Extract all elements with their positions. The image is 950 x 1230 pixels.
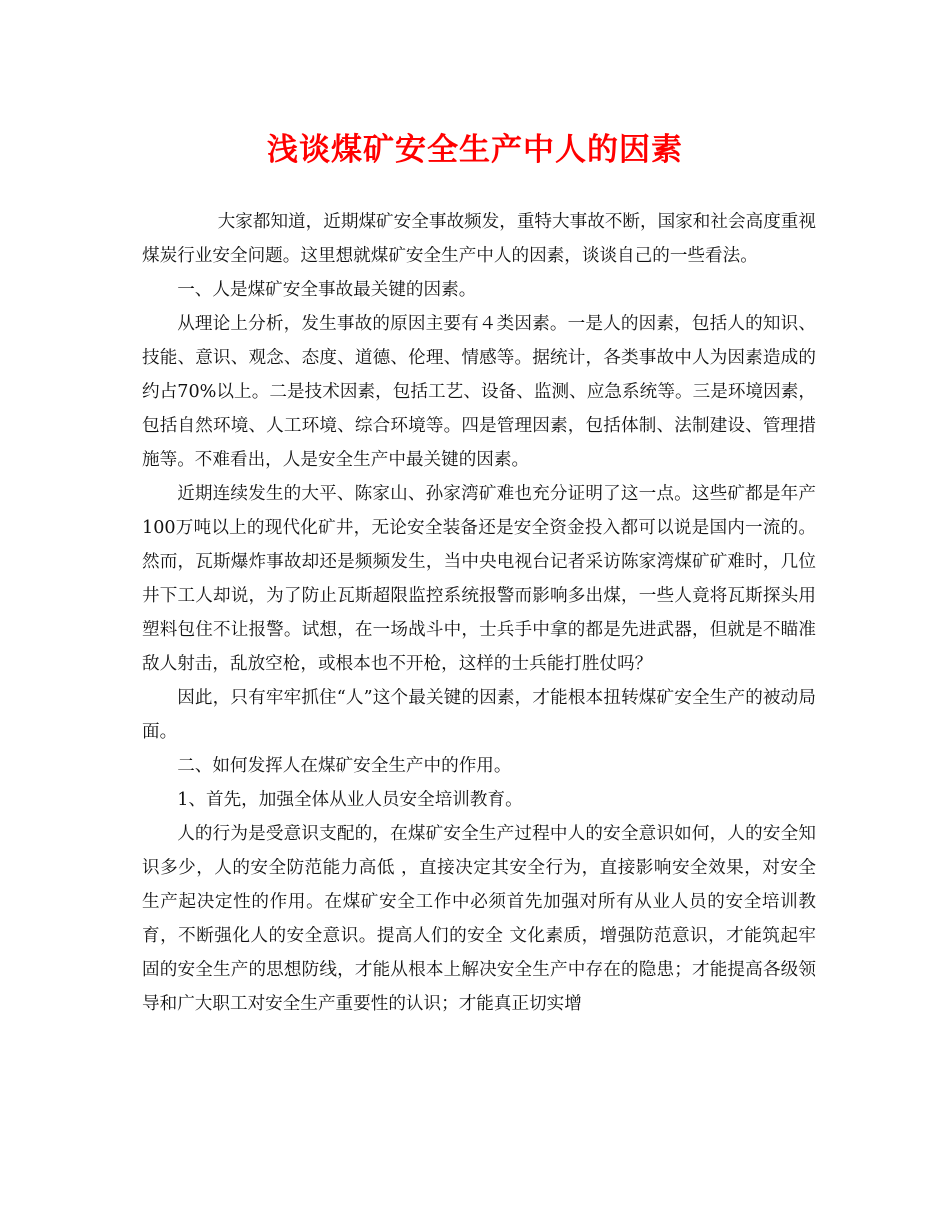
paragraph-training: 人的行为是受意识支配的，在煤矿安全生产过程中人的安全意识如何，人的安全知识多少，人的安全防范能力高低 ，直接决定其安全行为，直接影响安全效果，对安全生产起决定性的作用。在煤矿安全工作中必须首先加强对所有从业人员的安全培训教育，不断强化人的安全意识。提高人们的安全 文化素质，增强防范意识，才能筑起牢固的安全生产的思想防线，才能从根本上解决安全生产中存在的隐患；才能提高各级领导和广大职工对安全生产重要性的认识；才能真正切实增: [142, 824, 816, 1014]
document-title: 浅谈煤矿安全生产中人的因素: [267, 132, 683, 168]
document-body: [142, 205, 816, 1021]
section-heading-1: 一、人是煤矿安全事故最关键的因素。: [177, 280, 477, 300]
paragraph-conclusion: 因此，只有牢牢抓住“人”这个最关键的因素，才能根本扭转煤矿安全生产的被动局面。: [142, 688, 816, 742]
paragraph-examples: 近期连续发生的大平、陈家山、孙家湾矿难也充分证明了这一点。这些矿都是年产100万吨以上的现代化矿井，无论安全装备还是安全资金投入都可以说是国内一流的。然而，瓦斯爆炸事故却还是频频发生，当中央电视台记者采访陈家湾煤矿矿难时，几位井下工人却说，为了防止瓦斯超限监控系统报警而影响多出煤，一些人竟将瓦斯探头用塑料包住不让报警。试想，在一场战斗中，士兵手中拿的都是先进武器，但就是不瞄准敌人射击，乱放空枪，或根本也不开枪，这样的士兵能打胜仗吗？: [142, 484, 816, 674]
paragraph-intro: 大家都知道，近期煤矿安全事故频发，重特大事故不断，国家和社会高度重视煤炭行业安全问题。这里想就煤矿安全生产中人的因素，谈谈自己的一些看法。: [142, 212, 816, 266]
subsection-heading-1: 1、首先，加强全体从业人员安全培训教育。: [177, 790, 523, 810]
paragraph-theory: 从理论上分析，发生事故的原因主要有４类因素。一是人的因素，包括人的知识、技能、意识、观念、态度、道德、伦理、情感等。据统计，各类事故中人为因素造成的约占70%以上。二是技术因素，包括工艺、设备、监测、应急系统等。三是环境因素，包括自然环境、人工环境、综合环境等。四是管理因素，包括体制、法制建设、管理措施等。不难看出，人是安全生产中最关键的因素。: [142, 314, 816, 470]
section-heading-2: 二、如何发挥人在煤矿安全生产中的作用。: [177, 756, 512, 776]
